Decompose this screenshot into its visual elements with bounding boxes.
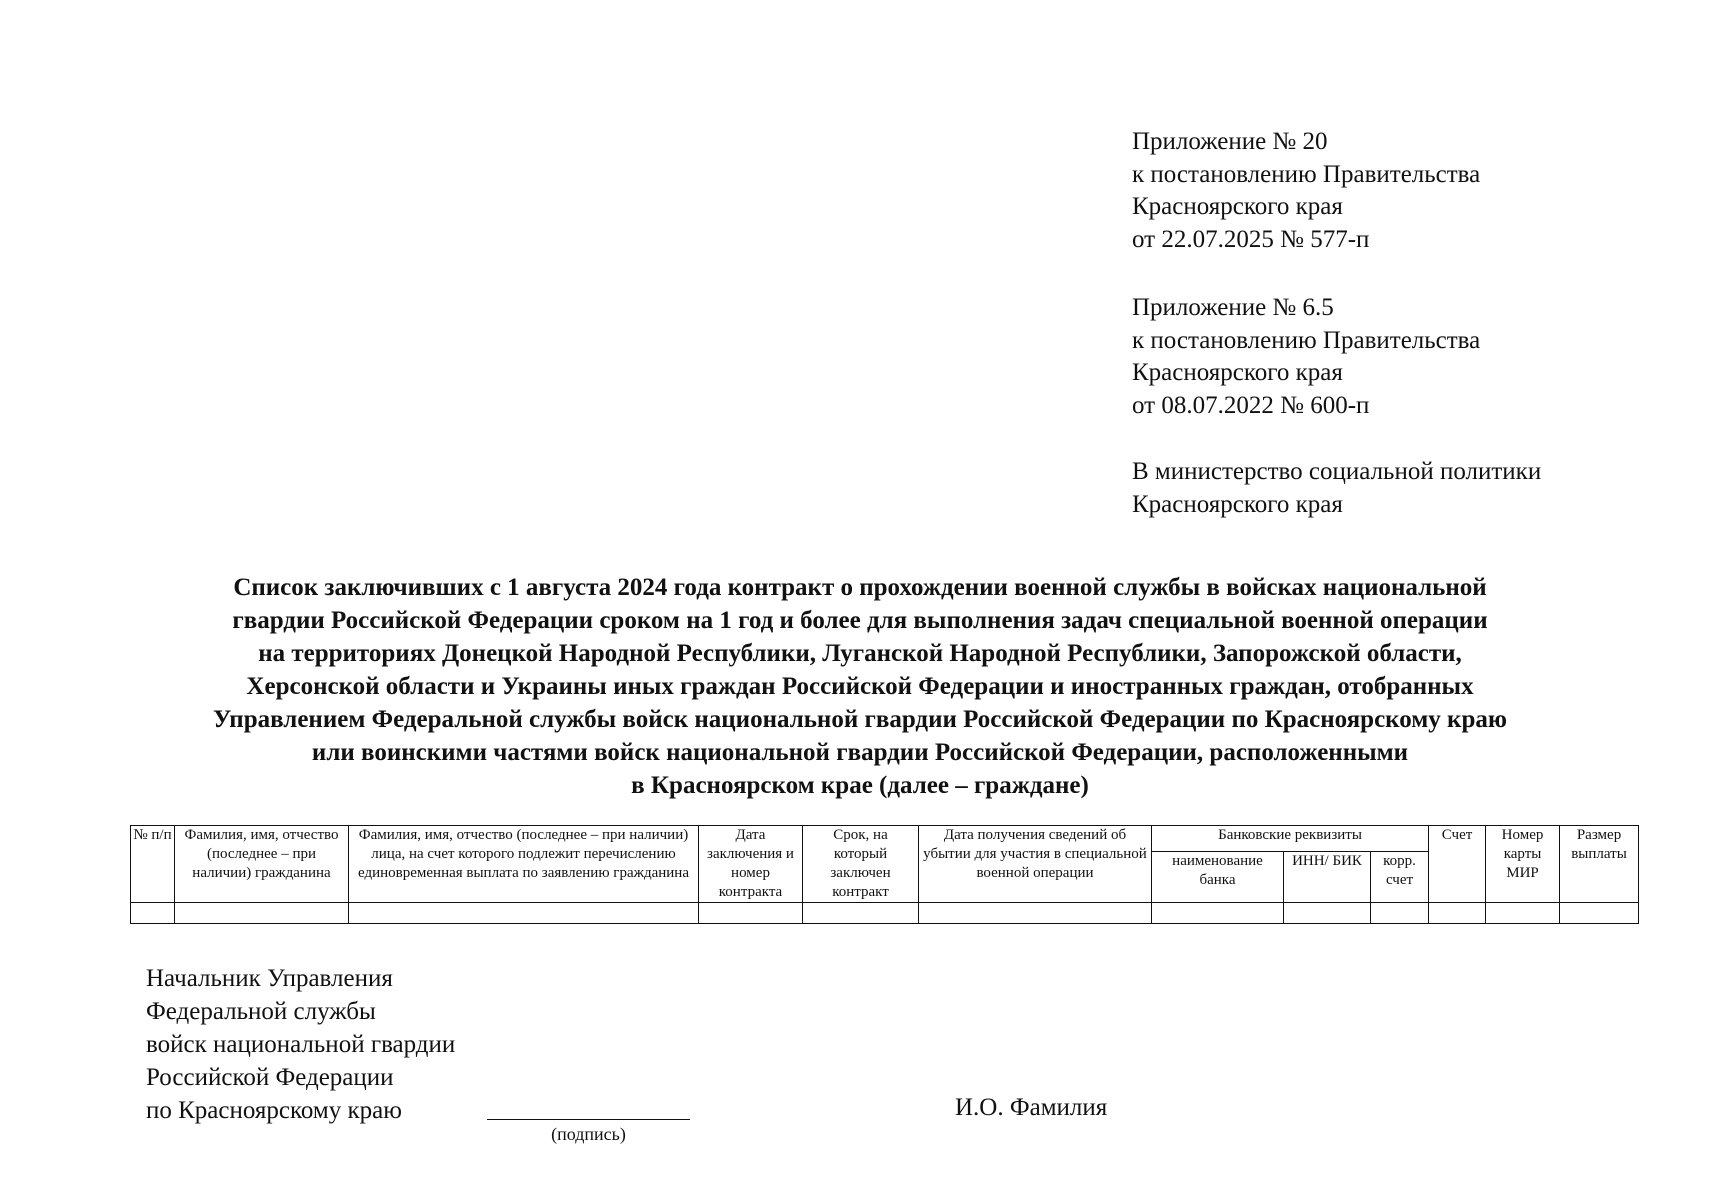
column-inn-bik-header: ИНН/ БИК: [1284, 852, 1371, 903]
table-cell: [699, 903, 803, 924]
table-row: [131, 903, 1639, 924]
table-cell: [1560, 903, 1639, 924]
title-line: гвардии Российской Федерации сроком на 1 год и более для выполнения задач специальной военной операции: [232, 607, 1488, 634]
column-payment-amount-header: Размер выплаты: [1560, 826, 1639, 903]
appendix-1-line: к постановлению Правительства: [1132, 160, 1481, 188]
title-line: или воинскими частями войск национальной гвардии Российской Федерации, расположенными: [311, 739, 1409, 766]
table-cell: [1371, 903, 1429, 924]
signatory-line: войск национальной гвардии: [146, 1031, 456, 1058]
signature-line: [487, 1119, 690, 1120]
table-cell: [1486, 903, 1560, 924]
appendix-1-line: от 22.07.2025 № 577-п: [1132, 225, 1370, 253]
addressee-line: Красноярского края: [1132, 490, 1343, 518]
appendix-6-5-header: [1132, 292, 1480, 422]
table-cell: [175, 903, 349, 924]
column-number-header: № п/п: [131, 826, 175, 903]
column-bank-name-header: наименование банка: [1152, 852, 1284, 903]
title-line: Управлением Федеральной службы войск национальной гвардии Российской Федерации по Красноярскому краю: [213, 706, 1507, 733]
signatory-name: И.О. Фамилия: [955, 1094, 1108, 1121]
table-cell: [1284, 903, 1371, 924]
signatory-line: Федеральной службы: [146, 998, 376, 1025]
citizens-table: [130, 825, 1639, 924]
column-departure-date-header: Дата получения сведений об убытии для участия в специальной военной операции: [919, 826, 1152, 903]
title-line: на территориях Донецкой Народной Республики, Луганской Народной Республики, Запорожской области,: [258, 640, 1462, 667]
title-line: Херсонской области и Украины иных граждан Российской Федерации и иностранных граждан, отобранных: [246, 673, 1474, 700]
title-line: Список заключивших с 1 августа 2024 года контракт о прохождении военной службы в войсках национальной: [233, 574, 1487, 601]
table-cell: [131, 903, 175, 924]
appendix-20-header: [1132, 126, 1480, 256]
table-cell: [1429, 903, 1486, 924]
table-cell: [349, 903, 699, 924]
table-cell: [1152, 903, 1284, 924]
column-contract-date-header: Дата заключения и номер контракта: [699, 826, 803, 903]
signatory-line: Российской Федерации: [146, 1064, 394, 1091]
signature-caption: (подпись): [551, 1124, 626, 1144]
appendix-2-line: Приложение № 6.5: [1132, 294, 1334, 321]
appendix-2-line: от 08.07.2022 № 600-п: [1132, 391, 1370, 419]
column-contract-term-header: Срок, на который заключен контракт: [803, 826, 919, 903]
table-cell: [803, 903, 919, 924]
table-header-row: [131, 826, 1639, 852]
table-cell: [919, 903, 1152, 924]
title-line: в Красноярском крае (далее – граждане): [631, 772, 1089, 799]
column-mir-card-header: Номер карты МИР: [1486, 826, 1560, 903]
appendix-2-line: Красноярского края: [1132, 359, 1343, 386]
column-corr-account-header: корр. счет: [1371, 852, 1429, 903]
addressee-block: [1132, 456, 1541, 521]
column-bank-details-header: Банковские реквизиты: [1152, 826, 1429, 852]
appendix-1-line: Красноярского края: [1132, 193, 1343, 220]
addressee-line: В министерство социальной политики: [1132, 458, 1542, 485]
document-title: [130, 571, 1590, 802]
column-citizen-header: Фамилия, имя, отчество (последнее – при наличии) гражданина: [175, 826, 349, 903]
signatory-block: [146, 962, 455, 1127]
signatory-line: по Красноярскому краю: [146, 1097, 402, 1124]
column-payee-header: Фамилия, имя, отчество (последнее – при наличии) лица, на счет которого подлежит перечислению единовременная выплата по заявлению гражданина: [349, 826, 699, 903]
signatory-line: Начальник Управления: [146, 965, 393, 992]
appendix-1-line: Приложение № 20: [1132, 128, 1328, 155]
column-account-header: Счет: [1429, 826, 1486, 903]
appendix-2-line: к постановлению Правительства: [1132, 326, 1481, 354]
